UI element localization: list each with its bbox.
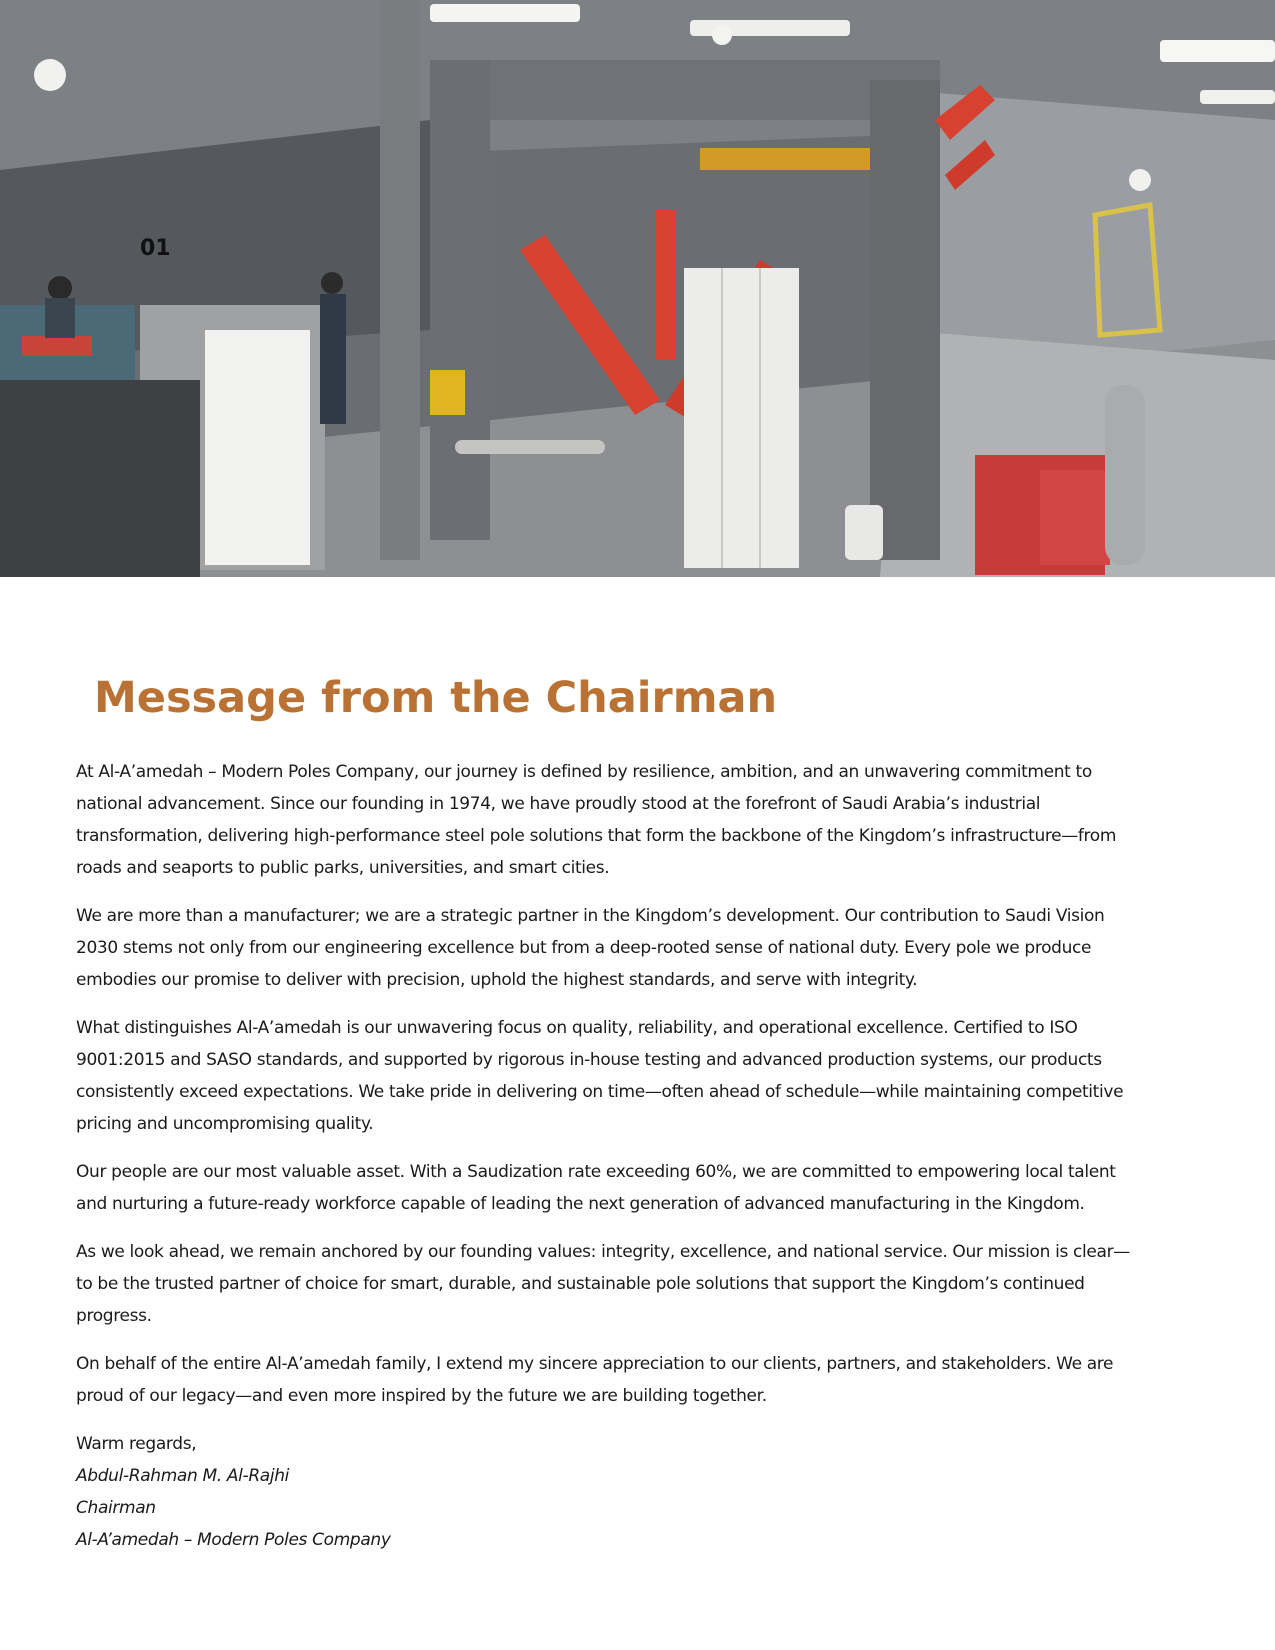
page-title: Message from the Chairman: [94, 673, 778, 723]
closing-line: Warm regards,: [76, 1434, 197, 1454]
signatory-role: Chairman: [76, 1498, 156, 1518]
signatory-company: Al-A’amedah – Modern Poles Company: [76, 1530, 391, 1550]
hero-photo: [0, 0, 1275, 577]
message-paragraph: Our people are our most valuable asset. With a Saudization rate exceeding 60%, we are committed to empowering local talent and nurturing a future-ready workforce capable of leading the next generation of advanced manufacturing in the Kingdom.: [76, 1162, 1116, 1214]
message-paragraph: At Al-A’amedah – Modern Poles Company, our journey is defined by resilience, ambition, and an unwavering commitment to national advancement. Since our founding in 1974, we have proudly stood at the forefront of Saudi Arabia’s industrial transformation, delivering high-performance steel pole solutions that form the backbone of the Kingdom’s infrastructure—from roads and seaports to public parks, universities, and smart cities.: [76, 762, 1117, 878]
page-number: 01: [140, 236, 171, 261]
message-paragraph: What distinguishes Al-A’amedah is our unwavering focus on quality, reliability, and operational excellence. Certified to ISO 9001:2015 and SASO standards, and supported by rigorous in-house testing and advanced production systems, our products consistently exceed expectations. We take pride in delivering on time—often ahead of schedule—while maintaining competitive pricing and uncompromising quality.: [76, 1018, 1124, 1134]
message-paragraph: On behalf of the entire Al-A’amedah family, I extend my sincere appreciation to our clients, partners, and stakeholders. We are proud of our legacy—and even more inspired by the future we are building together.: [76, 1354, 1114, 1406]
message-paragraph: We are more than a manufacturer; we are a strategic partner in the Kingdom’s development. Our contribution to Saudi Vision 2030 stems not only from our engineering excellence but from a deep-rooted sense of national duty. Every pole we produce embodies our promise to deliver with precision, uphold the highest standards, and serve with integrity.: [76, 906, 1105, 990]
signature-block: [76, 1428, 1136, 1556]
message-paragraph: As we look ahead, we remain anchored by our founding values: integrity, excellence, and national service. Our mission is clear—to be the trusted partner of choice for smart, durable, and sustainable pole solutions that support the Kingdom’s continued progress.: [76, 1242, 1130, 1326]
signatory-name: Abdul-Rahman M. Al-Rajhi: [76, 1466, 290, 1486]
chairman-message: [76, 668, 1136, 1556]
